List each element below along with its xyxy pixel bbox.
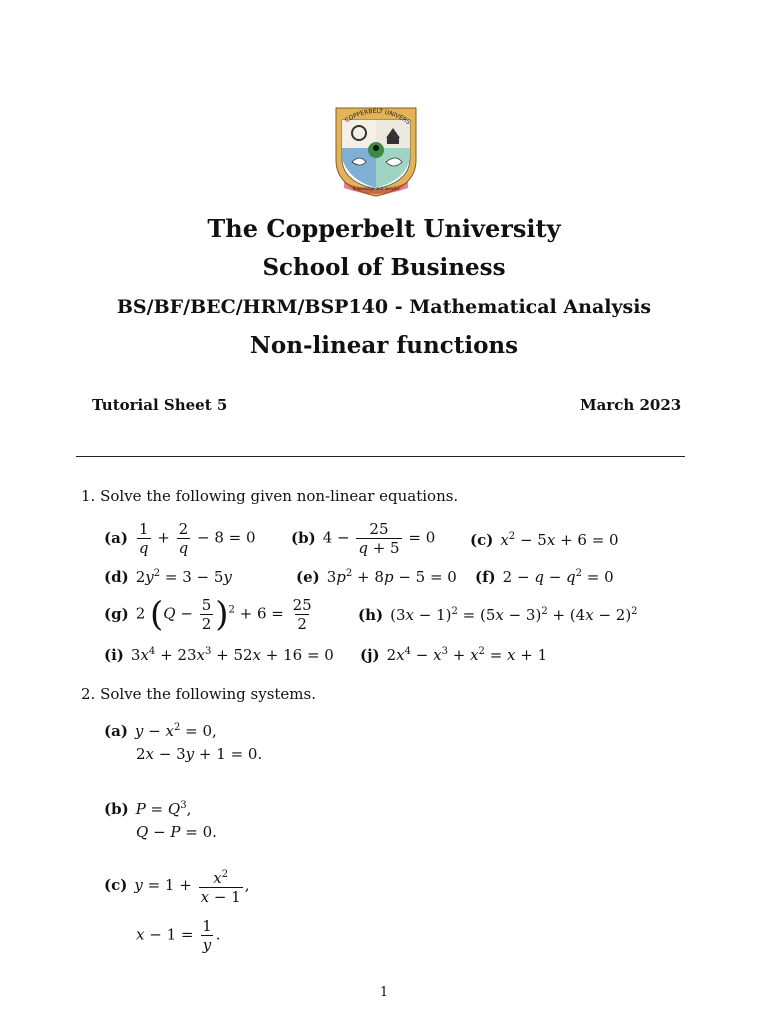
equation-1d: (d) $2y^2 = 3 - 5y$: [104, 568, 232, 586]
sheet-label: Tutorial Sheet 5: [92, 396, 228, 414]
topic-title: Non-linear functions: [249, 332, 519, 359]
equation-1c: (c) $x^2 - 5x + 6 = 0$: [470, 531, 619, 549]
divider: [76, 456, 685, 457]
system-2a: (a) $y - x^2 = 0$,: [104, 722, 217, 740]
equation-1b: (b) 4 − $\frac{25}{q + 5}$ = 0: [291, 520, 436, 557]
university-title: The Copperbelt University: [207, 214, 561, 243]
question-2: 2. Solve the following systems.: [81, 685, 316, 703]
course-title: BS/BF/BEC/HRM/BSP140 - Mathematical Analysis: [116, 296, 652, 318]
question-1: 1. Solve the following given non-linear equations.: [81, 487, 459, 505]
equation-1i: (i) $3x^4 + 23x^3 + 52x + 16 = 0$: [104, 646, 334, 664]
equation-1g: (g) 2 (Q − $\frac{5}{2}$ )$^2$ + 6 = $\frac{25}{2}$: [104, 594, 312, 635]
system-2c-line2: x − 1 = $\frac{1}{y}$ .: [136, 917, 221, 954]
equation-1h: (h) $(3x - 1)^2 = (5x - 3)^2 + (4x - 2)^2$: [358, 606, 638, 624]
crest-motto: Knowledge and Service: [352, 186, 400, 191]
page-number: 1: [379, 985, 389, 1000]
equation-1e: (e) $3p^2 + 8p - 5 = 0$: [296, 568, 457, 586]
university-crest-icon: [330, 100, 422, 198]
system-2b-line2: Q − P = 0.: [136, 823, 217, 841]
equation-1f: (f) $2 - q - q^2 = 0$: [475, 568, 614, 586]
system-2a-line2: 2x − 3y + 1 = 0.: [136, 745, 263, 763]
system-2b: (b) $P = Q^3$,: [104, 800, 192, 818]
equation-1a: (a) $\frac{1}{q}$ + $\frac{2}{q}$ − 8 = 0: [104, 520, 256, 557]
crest-ring-text: COPPERBELT UNIVERS: [343, 107, 412, 127]
equation-1j: (j) $2x^4 - x^3 + x^2 = x + 1$: [360, 646, 548, 664]
date-label: March 2023: [580, 396, 682, 414]
system-2c: (c) y = 1 + $\frac{x^2}{x - 1}$ ,: [104, 869, 250, 906]
school-title: School of Business: [262, 254, 506, 281]
